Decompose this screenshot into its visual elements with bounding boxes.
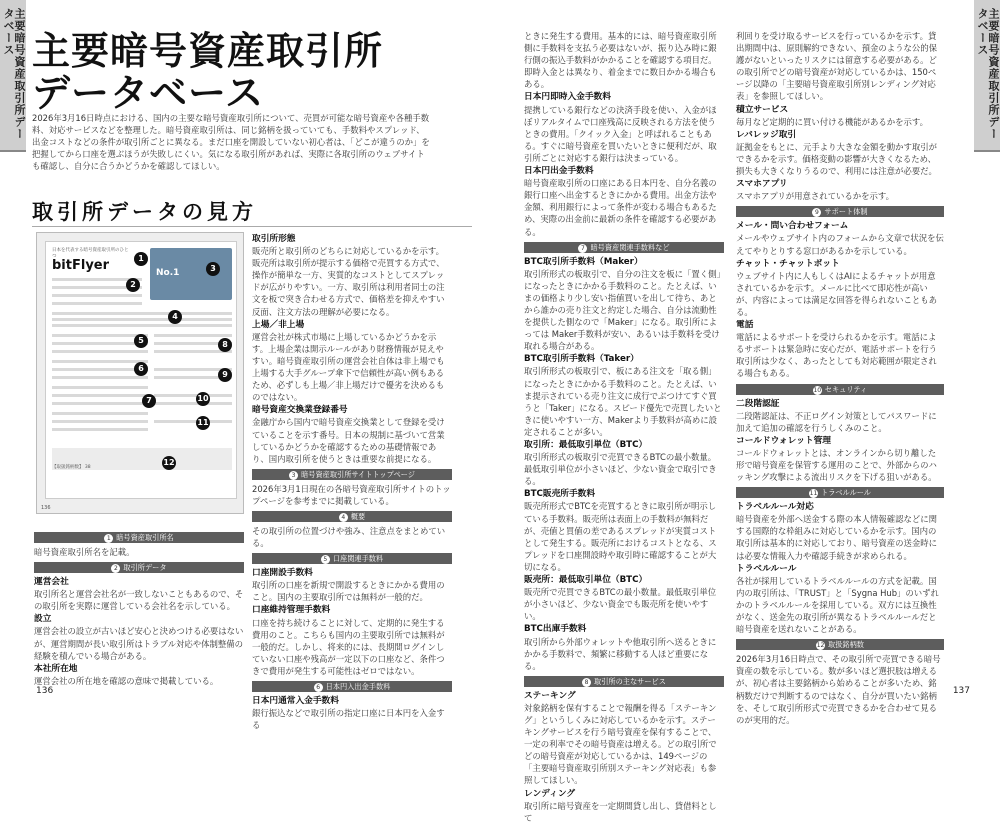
body-text: 取引所形式の板取引で、板にある注文を「取る側」になったときにかかる手数料のこと。たとえば、いま提示されている売り注文に成行でぶつけてすぐ買うと「Taker」になる。スピード優先で売買したいときに使いやすい一方、Makerより手数料が高めに設定されることが多い。 (524, 366, 722, 437)
sample-row (52, 412, 148, 415)
body-text: 取引所形式の板取引で、自分の注文を板に「置く側」になったときにかかる手数料のこと。たとえば、いまの価格より少し安い指値買いを出して待ち、あとから誰かの売り注文と約定した場合、自分は流動性を提供した側なので「Maker」になる。取引所によっては Maker手数料が安い、あるいは手数料を受け取れる場合がある。 (524, 268, 721, 352)
item-heading: チャット・チャットボット (736, 258, 840, 269)
item-heading: 口座開設手数料 (252, 568, 313, 579)
item-heading: BTC出庫手数料 (524, 624, 587, 635)
body-text: 利回りを受け取るサービスを行っているかを示す。貸出期間中は、原則解約できない、預金のような公的保護がないといったリスクには留意する必要がある。どの取引所でどの暗号資産が対応しているかは、150ページ以降の「主要暗号資産取引所別レンディング対応表」を参照してほしい。 (736, 31, 937, 102)
marker-11: 11 (196, 416, 210, 430)
page-number: 136 (36, 686, 54, 696)
section-bar: 12 取扱銘柄数 (736, 639, 944, 650)
marker-7: 7 (142, 394, 156, 408)
marker-5: 5 (134, 334, 148, 348)
section-bar: 9 サポート体制 (736, 206, 944, 217)
item-heading: レバレッジ取引 (736, 129, 797, 140)
left-page (26, 0, 500, 731)
body-text: 銀行振込などで取引所の指定口座に日本円を入金する (252, 708, 445, 731)
sample-row (52, 302, 142, 305)
side-tab-right (974, 0, 1000, 152)
right-column-2 (736, 30, 944, 727)
body-text: 運営会社が株式市場に上場しているかどうかを示す。上場企業は開示ルールがあり財務情報が見えやすい。暗号資産取引所の運営会社自体は非上場でも上場する大手グループ傘下で信頼性が高い例もあるため、必ずしも上場／非上場だけで優劣を決めるものではない。 (252, 331, 445, 403)
title-line-1: 主要暗号資産取引所 (32, 29, 384, 73)
left-column-bottom (34, 528, 244, 688)
item-heading: 本社所在地 (34, 663, 78, 674)
body-text: その取引所の位置づけや強み、注意点をまとめている。 (252, 525, 446, 549)
body-text: 取引所の口座を新規で開設するときにかかる費用のこと。国内の主要取引所では無料が一般的だ。 (252, 580, 445, 603)
sample-row (52, 350, 148, 353)
side-tab-text: 主要暗号資産取引所データベース (2, 8, 26, 140)
item-heading: 取引所：最低取引単位（BTC） (524, 440, 648, 450)
item-heading: スマホアプリ (736, 179, 788, 190)
body-text: 販売所で売買できるBTCの最小数量。最低取引単位が小さいほど、少ない資金でも販売所を使いやすい。 (524, 587, 717, 622)
body-text: ときに発生する費用。基本的には、暗号資産取引所側に手数料を支払う必要はないが、振り込み時に銀行側の振込手数料がかかることを確認する項目だ。即時入金とは異なり、着金までに数日かかる場合もある。 (524, 31, 717, 90)
side-tab-text: 主要暗号資産取引所データベース (976, 8, 1000, 140)
right-page (500, 0, 974, 823)
item-heading: 暗号資産交換業登録番号 (252, 405, 348, 416)
section-bar: 2 取引所データ (34, 562, 244, 573)
sample-row (154, 394, 232, 397)
body-text: 暗号資産取引所の口座にある日本円を、自分名義の銀行口座へ出金するときにかかる費用。出金方法や金額、利用銀行によって条件が変わる場合もあるため、実際の出金前に最新の条件を確認する必要がある。 (524, 178, 717, 237)
section-bar: 3 暗号資産取引所サイトトップページ (252, 469, 452, 480)
item-heading: 販売所：最低取引単位（BTC） (524, 575, 648, 586)
item-heading: トラベルルール (736, 563, 797, 574)
section-heading: 取引所データの見方 (32, 200, 257, 224)
body-text: コールドウォレットとは、オンラインから切り離した形で暗号資産を保管する運用のことで、外部からのハッキング攻撃による流出リスクを下げる狙いがある。 (736, 447, 937, 483)
sample-row (52, 428, 148, 431)
item-heading: BTC販売所手数料 (524, 489, 596, 500)
section-rule (32, 226, 472, 227)
sample-row (52, 294, 142, 297)
sample-header: 日本を代表する暗号資産取引所のひとつ (52, 248, 129, 259)
section-bar: 8 取引所の主なサービス (524, 676, 724, 687)
item-heading: 日本円出金手数料 (524, 166, 594, 177)
body-text: スマホアプリが用意されているかを示す。 (736, 191, 894, 202)
marker-9: 9 (218, 368, 232, 382)
body-text: 販売所形式でBTCを売買するときに取引所が明示している手数料。販売所は表面上の手数料が無料だが、売値と買値の差であるスプレッドが実質コストとして発生する。販売所におけるコストとなる、スプレッドを口座開設時や取引時に確認することが大切になる。 (524, 501, 717, 572)
sample-coin-count: 【取扱銘柄数】 38 (52, 465, 91, 470)
item-heading: 上場／非上場 (252, 319, 305, 330)
sample-row (52, 394, 148, 397)
sample-photo-tag: No.1 (156, 268, 180, 278)
body-text: 口座を持ち続けることに対して、定期的に発生する費用のこと。こちらも国内の主要取引所では無料が一般的だ。しかし、将来的には、長期間ログインしていない口座や残高が一定以下の口座など、条件つきで費用が発生する可能性はゼロではない。 (252, 617, 445, 676)
marker-6: 6 (134, 362, 148, 376)
item-heading: レンディング (524, 788, 576, 799)
item-heading: 設立 (34, 614, 52, 625)
marker-4: 4 (168, 310, 182, 324)
sample-row (154, 420, 232, 423)
body-text: ウェブサイト内に人もしくはAIによるチャットが用意されているかを示す。メールに比べて即応性が高いが、内容によっては満足な回答を得られないこともある。 (736, 270, 937, 317)
body-text: 取引所形式の板取引で売買できるBTCの最小数量。最低取引単位が小さいほど、少ない資金で取引できる。 (524, 452, 717, 487)
marker-1: 1 (134, 252, 148, 266)
sample-page-illustration (36, 232, 244, 514)
left-column-right (252, 232, 452, 732)
body-text: 2026年3月1日現在の各暗号資産取引所サイトのトップページを参考までに掲載している。 (252, 483, 451, 506)
section-bar: 5 口座関連手数料 (252, 553, 452, 564)
right-column-1 (524, 30, 724, 825)
item-heading: ステーキング (524, 690, 576, 701)
marker-3: 3 (206, 262, 220, 276)
body-text: 金融庁から国内で暗号資産交換業として登録を受けていることを示す番号。日本の規制に基づいて営業しているかどうかを確認するための基礎情報であり、国内取引所を使うときは重要な前提になる。 (252, 417, 445, 464)
item-heading: 積立サービス (736, 104, 789, 115)
body-text: 取引所から外部ウォレットや他取引所へ送るときにかかる手数料で、頻繁に移動する人ほど重要になる。 (524, 636, 717, 671)
sample-page (45, 241, 237, 499)
sample-row (154, 402, 232, 405)
sample-row (52, 318, 232, 321)
sample-logo: bitFlyer (52, 258, 110, 273)
sample-page-number: 136 (41, 505, 51, 511)
body-text: 取引所に暗号資産を一定期間貸し出し、貸借料として (524, 800, 717, 823)
item-heading: 二段階認証 (736, 398, 780, 409)
page-title (32, 30, 383, 114)
item-heading: 電話 (736, 320, 754, 331)
body-text: 対象銘柄を保有することで報酬を得る「ステーキング」というしくみに対応しているかを示す。ステーキングサービスを行う暗号資産を保有することで、一定の利率でその暗号資産は増える。どの取引所でどの暗号資産が対応しているかは、149ページの「主要暗号資産取引所別ステーキング対応表」も参照してほしい。 (524, 702, 717, 786)
item-heading: コールドウォレット管理 (736, 435, 831, 446)
section-bar: 1 暗号資産取引所名 (34, 532, 244, 543)
body-text: 証拠金をもとに、元手より大きな金額を動かす取引ができるかを示す。価格変動の影響が大きくなるため、損失も大きくなりうるので、利用には注意が必要だ。 (736, 141, 937, 177)
body-text: 各社が採用しているトラベルルールの方式を記載。国内の取引所は、「TRUST」と「Sygna Hub」のいずれかのトラベルルールを採用している。双方には互換性がなく、送金先の取引所が異なるトラベルルールだと暗号資産を送れないことがある。 (736, 575, 939, 635)
body-text: 販売所と取引所のどちらに対応しているかを示す。販売所は取引所が提示する価格で売買する方式で、操作が簡単な一方、実質的なコストとしてスプレッドが広がりやすい。一方、取引所は利用者同士の注文を板で突き合わせる方式で、価格差を抑えやすい反面、注文方法の理解が必要になる。 (252, 246, 445, 317)
sample-row (52, 420, 148, 423)
sample-row (52, 312, 232, 315)
section-bar: 10 セキュリティ (736, 384, 944, 395)
title-line-2: データベース (32, 71, 265, 115)
section-bar: 4 概要 (252, 511, 452, 522)
item-heading: BTC取引所手数料（Maker） (524, 256, 643, 267)
item-heading: 日本円通常入金手数料 (252, 696, 339, 706)
body-text: メールやウェブサイト内のフォームから文章で状況を伝えてやりとりする窓口があるかを示している。 (736, 233, 944, 256)
sample-row (52, 324, 232, 327)
body-text: 暗号資産を外部へ送金する際の本人情報確認などに関する国際的な枠組みに対応しているかを示す。国内の取引所は基本的に対応しており、暗号資産の送金時には必要な情報入力や確認手続きが求められる。 (736, 514, 937, 561)
body-text: 運営会社の設立が古いほど安心と決めつける必要はないが、運営期間が長い取引所はトラブル対応や体制整備の経験を積んでいる場合がある。 (34, 626, 244, 661)
item-heading: 日本円即時入金手数料 (524, 92, 611, 103)
body-text: 提携している銀行などの決済手段を使い、入金がほぼリアルタイムで口座残高に反映される方法を使うときの費用。「クイック入金」と呼ばれることもある。すぐに暗号資産を買いたいときに便利だが、取引所ごとに対応する銀行は決まっている。 (524, 104, 717, 163)
sample-row (52, 402, 148, 405)
sample-row (52, 334, 148, 337)
item-heading: BTC取引所手数料（Taker） (524, 354, 639, 365)
marker-12: 12 (162, 456, 176, 470)
sample-row (52, 376, 148, 379)
intro-text: 2026年3月16日時点における、国内の主要な暗号資産取引所について、売買が可能な暗号資産や各種手数料、対応サービスなどを整理した。暗号資産取引所は、同じ銘柄を扱っていても、手数料やスプレッド、出金コストなどの条件が取引所ごとに異なる。まだ口座を開設していない初心者は、「どこが違うのか」を把握してから口座を選ぶほうが失敗しにくい。気になる取引所があれば、実際に各取引所のウェブサイトも確認し、自分に合うかどうかを確認してほしい。 (32, 113, 430, 171)
sample-row (52, 360, 148, 363)
side-tab-left (0, 0, 26, 152)
body-text: 2026年3月16日時点で、その取引所で売買できる暗号資産の数を示している。数が多いほど選択肢は増えるが、初心者は主要銘柄から始めることが多いため、銘柄数だけで判断するのではなく、自分が買いたい銘柄を、そして取引所形式で売買できるかを合わせて見るのが実用的だ。 (736, 654, 941, 725)
body-text: 取引所名と運営会社名が一致しないこともあるので、その取引所を実際に運営している会社名を示している。 (34, 589, 244, 612)
page-number: 137 (952, 686, 970, 696)
marker-2: 2 (126, 278, 140, 292)
item-heading: 運営会社 (34, 577, 69, 588)
section-bar: 6 日本円入出金手数料 (252, 681, 452, 692)
sample-row (52, 386, 148, 389)
marker-10: 10 (196, 392, 210, 406)
item-heading: トラベルルール対応 (736, 502, 814, 513)
body-text: 運営会社の所在地を確認の意味で掲載している。 (34, 675, 219, 686)
sample-row (154, 334, 232, 337)
body-text: 二段階認証は、不正ログイン対策としてパスワードに加えて追加の確認を行うしくみのこと。 (736, 410, 937, 433)
item-heading: 口座維持管理手数料 (252, 605, 331, 616)
section-bar: 7 暗号資産関連手数料など (524, 242, 724, 253)
sample-photo (150, 248, 232, 300)
item-heading: 取引所形態 (252, 234, 296, 244)
marker-8: 8 (218, 338, 232, 352)
item-heading: メール・問い合わせフォーム (736, 221, 849, 232)
body-text: 毎月など定期的に買い付ける機能があるかを示す。 (736, 116, 928, 127)
section-bar: 11 トラベルルール (736, 487, 944, 498)
body-text: 電話によるサポートを受けられるかを示す。電話によるサポートは緊急時に安心だが、電話サポートを行う取引所は少なく、あったとしても対応範囲が限定される場合もある。 (736, 332, 937, 379)
body-text: 暗号資産取引所名を記載。 (34, 547, 135, 557)
